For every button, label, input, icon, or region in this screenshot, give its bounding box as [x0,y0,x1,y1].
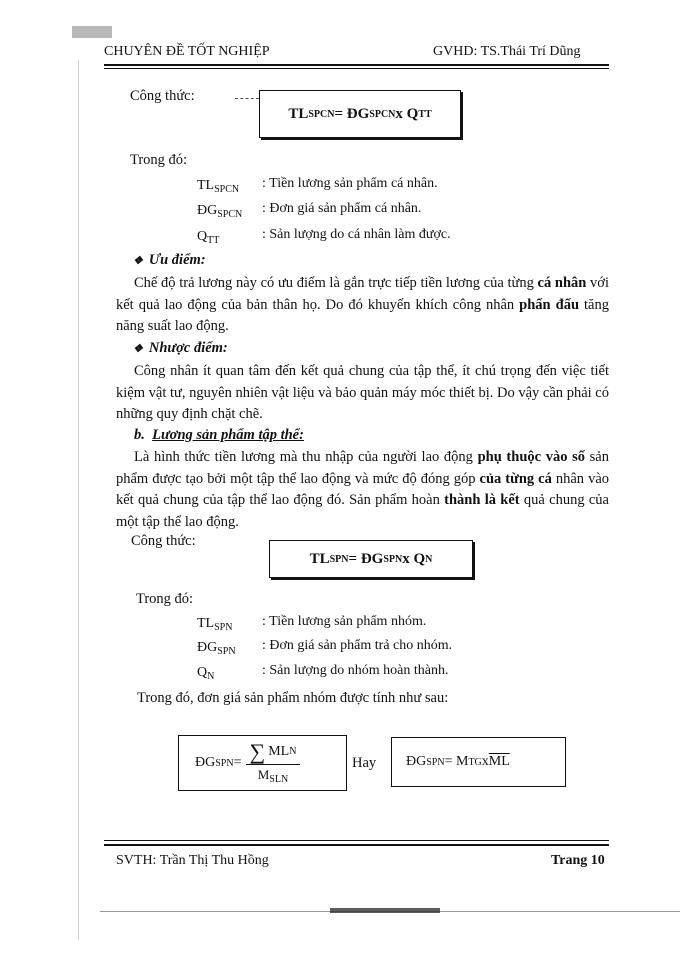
def-b-sym-2: $ĐG_{SPN}$ [197,640,236,657]
header-rule [104,64,609,66]
header-rule-thin [104,68,609,69]
header-title: CHUYÊN ĐỀ TỐT NGHIỆP [104,44,270,59]
footer-page-number: Trang 10 [551,853,605,868]
def-a-sym-1: $TL_{SPCN}$ [197,178,240,195]
section-b-intro: Là hình thức tiền lương mà thu nhập của người lao động phụ thuộc vào số sản phẩm được tạo bởi một tập thể lao động và mức độ đóng góp của từng cá nhân vào kết quả chung của tập thể lao động đó. Sản phẩm hoàn thành là kết quả chung của một tập thể lao động. [116,449,610,530]
section-b-heading: b. Lương sản phẩm tập thể: [134,427,304,443]
header-advisor: GVHD: TS.Thái Trí Dũng [433,44,581,59]
def-a-text-3: : Sản lượng do cá nhân làm được. [262,227,451,242]
disadvantage-heading: ❖ Nhược điểm: [133,340,228,356]
def-a-text-2: : Đơn giá sản phẩm cá nhân. [262,201,422,216]
fraction: ∑ ML N $M_{SLN}$ [246,742,301,785]
def-b-sym-1: $TL_{SPN}$ [197,616,233,633]
unit-price-intro: Trong đó, đơn giá sản phẩm nhóm được tính như sau: [137,690,449,706]
scan-rule-bottom [100,911,680,912]
formula-label-a: Công thức: [130,88,195,104]
formula-box-right: ĐG SPN = M TG x $\overline{ML}$ [391,737,566,787]
formula-box-b: TL SPN = ĐG SPN x Q N [269,540,473,578]
formula-arrow [235,98,259,99]
disadvantage-paragraph: Công nhân ít quan tâm đến kết quả chung của tập thể, ít chú trọng đến việc tiết kiệm vật tư, nguyên nhiên vật liệu và bảo quản máy móc thiết bị. Do vậy cần phải có những quy định chặt chẽ. [116,363,609,422]
where-label-a: Trong đó: [130,152,188,168]
scan-mark-top-left [72,26,112,38]
or-label: Hay [352,755,377,771]
def-b-text-3: : Sản lượng do nhóm hoàn thành. [262,663,449,678]
def-a-sym-3: $Q_{TT}$ [197,229,220,246]
footer-student: SVTH: Trần Thị Thu Hồng [116,853,269,868]
formula-box-left: ĐG SPN = ∑ ML N $M_{SLN}$ [178,735,347,791]
formula-a-lhs: TL [288,105,309,122]
formula-a-eq: = ĐG [334,105,370,122]
def-b-sym-3: $Q_N$ [197,665,215,682]
scan-margin-line [78,60,79,940]
footer-rule-thin [104,840,609,841]
def-a-sym-2: $ĐG_{SPCN}$ [197,203,243,220]
advantage-paragraph: Chế độ trả lương này có ưu điểm là gắn trực tiếp tiền lương của từng cá nhân với kết quả lao động của bản thân họ. Do đó khuyến khích công nhân phấn đấu tăng năng suất lao động. [116,275,609,334]
def-b-text-2: : Đơn giá sản phẩm trả cho nhóm. [262,638,453,653]
where-label-b: Trong đó: [136,591,194,607]
footer-rule [104,844,609,846]
advantage-heading: ❖ Ưu điểm: [133,252,206,268]
sigma-symbol: ∑ [249,738,266,764]
def-a-text-1: : Tiền lương sản phẩm cá nhân. [262,176,438,191]
diamond-bullet-icon: ❖ [133,343,143,355]
formula-label-b: Công thức: [131,533,196,549]
def-b-text-1: : Tiền lương sản phẩm nhóm. [262,614,427,629]
formula-box-a: TL SPCN = ĐG SPCN x Q TT [259,90,461,138]
diamond-bullet-icon: ❖ [133,255,143,267]
